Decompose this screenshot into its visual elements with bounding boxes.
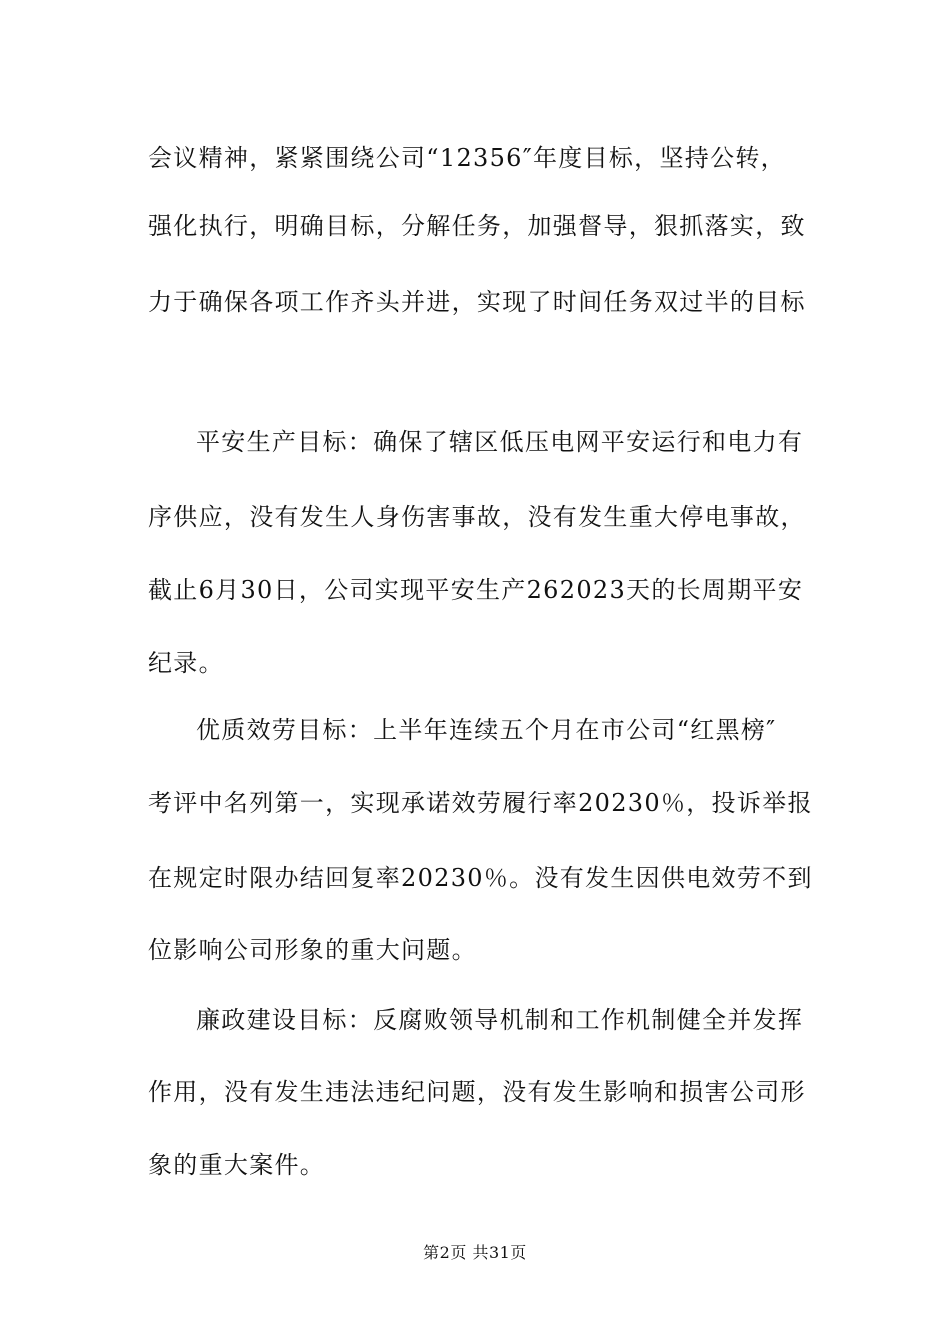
page-number-footer: 第2页 共31页: [423, 1243, 527, 1262]
text-line: 位影响公司形象的重大问题。: [148, 936, 477, 964]
text-line: 会议精神，紧紧围绕公司“12356″年度目标，坚持公转，: [148, 144, 786, 172]
text-line: 象的重大案件。: [148, 1151, 326, 1179]
text-line: 廉政建设目标：反腐败领导机制和工作机制健全并发挥: [196, 1006, 804, 1034]
text-line: 考评中名列第一，实现承诺效劳履行率20230％，投诉举报: [148, 789, 813, 817]
text-line: 纪录。: [148, 649, 224, 677]
text-line: 平安生产目标：确保了辖区低压电网平安运行和电力有: [196, 428, 804, 456]
text-line: 截止6月30日，公司实现平安生产262023天的长周期平安: [148, 576, 804, 604]
text-line: 在规定时限办结回复率20230％。没有发生因供电效劳不到: [148, 864, 813, 892]
text-line: 作用，没有发生违法违纪问题，没有发生影响和损害公司形: [148, 1078, 806, 1106]
text-line: 强化执行，明确目标，分解任务，加强督导，狠抓落实，致: [148, 212, 806, 240]
text-line: 序供应，没有发生人身伤害事故，没有发生重大停电事故，: [148, 503, 806, 531]
text-line: 力于确保各项工作齐头并进，实现了时间任务双过半的目标: [148, 288, 806, 316]
text-line: 优质效劳目标：上半年连续五个月在市公司“红黑榜″: [196, 716, 777, 744]
